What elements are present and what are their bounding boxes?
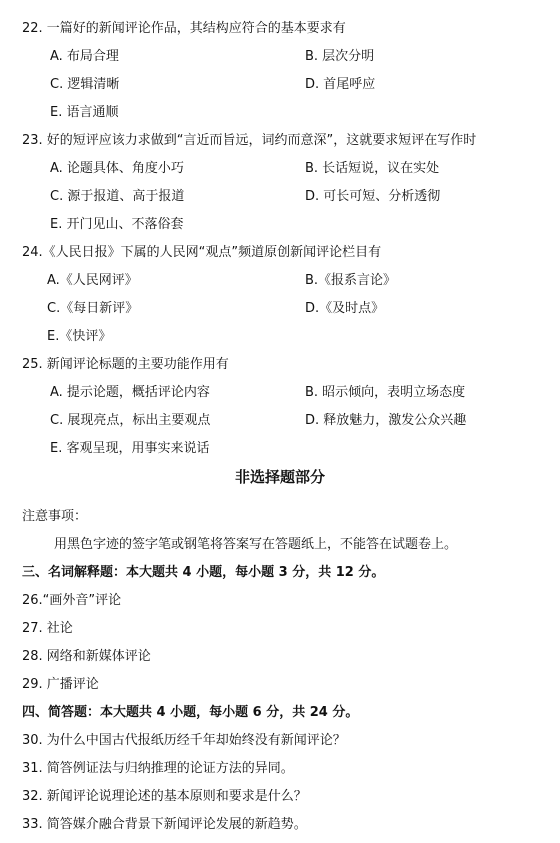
q22-option-c: C. 逻辑清晰 bbox=[50, 77, 120, 92]
q29: 29. 广播评论 bbox=[22, 677, 99, 692]
q24-stem: 24.《人民日报》下属的人民网“观点”频道原创新闻评论栏目有 bbox=[22, 245, 382, 260]
q25-option-b: B. 昭示倾向，表明立场态度 bbox=[305, 385, 466, 400]
q31: 31. 简答例证法与归纳推理的论证方法的异同。 bbox=[22, 761, 294, 776]
q32: 32. 新闻评论说理论述的基本原则和要求是什么？ bbox=[22, 789, 307, 804]
q25-stem: 25. 新闻评论标题的主要功能作用有 bbox=[22, 357, 229, 372]
section-title: 非选择题部分 bbox=[234, 468, 325, 486]
q23-option-d: D. 可长可短、分析透彻 bbox=[305, 189, 441, 204]
q25-option-e: E. 客观呈现，用事实来说话 bbox=[50, 441, 210, 456]
part4-heading: 四、简答题：本大题共 4 小题，每小题 6 分，共 24 分。 bbox=[22, 705, 359, 720]
q22-stem: 22. 一篇好的新闻评论作品，其结构应符合的基本要求有 bbox=[22, 21, 346, 36]
q22-option-e: E. 语言通顺 bbox=[50, 105, 119, 120]
q22-option-d: D. 首尾呼应 bbox=[305, 77, 376, 92]
q30: 30. 为什么中国古代报纸历经千年却始终没有新闻评论？ bbox=[22, 733, 346, 748]
q23-option-a: A. 论题具体、角度小巧 bbox=[50, 161, 184, 176]
q24-option-a: A.《人民网评》 bbox=[47, 273, 138, 288]
q23-option-e: E. 开门见山、不落俗套 bbox=[50, 217, 184, 232]
q25-option-a: A. 提示论题，概括评论内容 bbox=[50, 385, 210, 400]
q24-option-b: B.《报系言论》 bbox=[305, 273, 397, 288]
q26: 26.“画外音”评论 bbox=[22, 593, 122, 608]
q22-option-a: A. 布局合理 bbox=[50, 49, 119, 64]
notice-label: 注意事项： bbox=[22, 509, 88, 524]
q23-option-c: C. 源于报道、高于报道 bbox=[50, 189, 185, 204]
notice-text: 用黑色字迹的签字笔或钢笔将答案写在答题纸上，不能答在试题卷上。 bbox=[54, 537, 458, 552]
q27: 27. 社论 bbox=[22, 621, 73, 636]
q22-option-b: B. 层次分明 bbox=[305, 49, 375, 64]
q25-option-d: D. 释放魅力，激发公众兴趣 bbox=[305, 413, 467, 428]
q25-option-c: C. 展现亮点，标出主要观点 bbox=[50, 413, 211, 428]
q23-option-b: B. 长话短说，议在实处 bbox=[305, 161, 440, 176]
q24-option-e: E.《快评》 bbox=[47, 329, 112, 344]
part3-heading: 三、名词解释题：本大题共 4 小题，每小题 3 分，共 12 分。 bbox=[22, 565, 385, 580]
q24-option-d: D.《及时点》 bbox=[305, 301, 385, 316]
q23-stem: 23. 好的短评应该力求做到“言近而旨远，词约而意深”，这就要求短评在写作时 bbox=[22, 133, 477, 148]
q28: 28. 网络和新媒体评论 bbox=[22, 649, 151, 664]
q33: 33. 简答媒介融合背景下新闻评论发展的新趋势。 bbox=[22, 817, 307, 832]
q24-option-c: C.《每日新评》 bbox=[47, 301, 139, 316]
